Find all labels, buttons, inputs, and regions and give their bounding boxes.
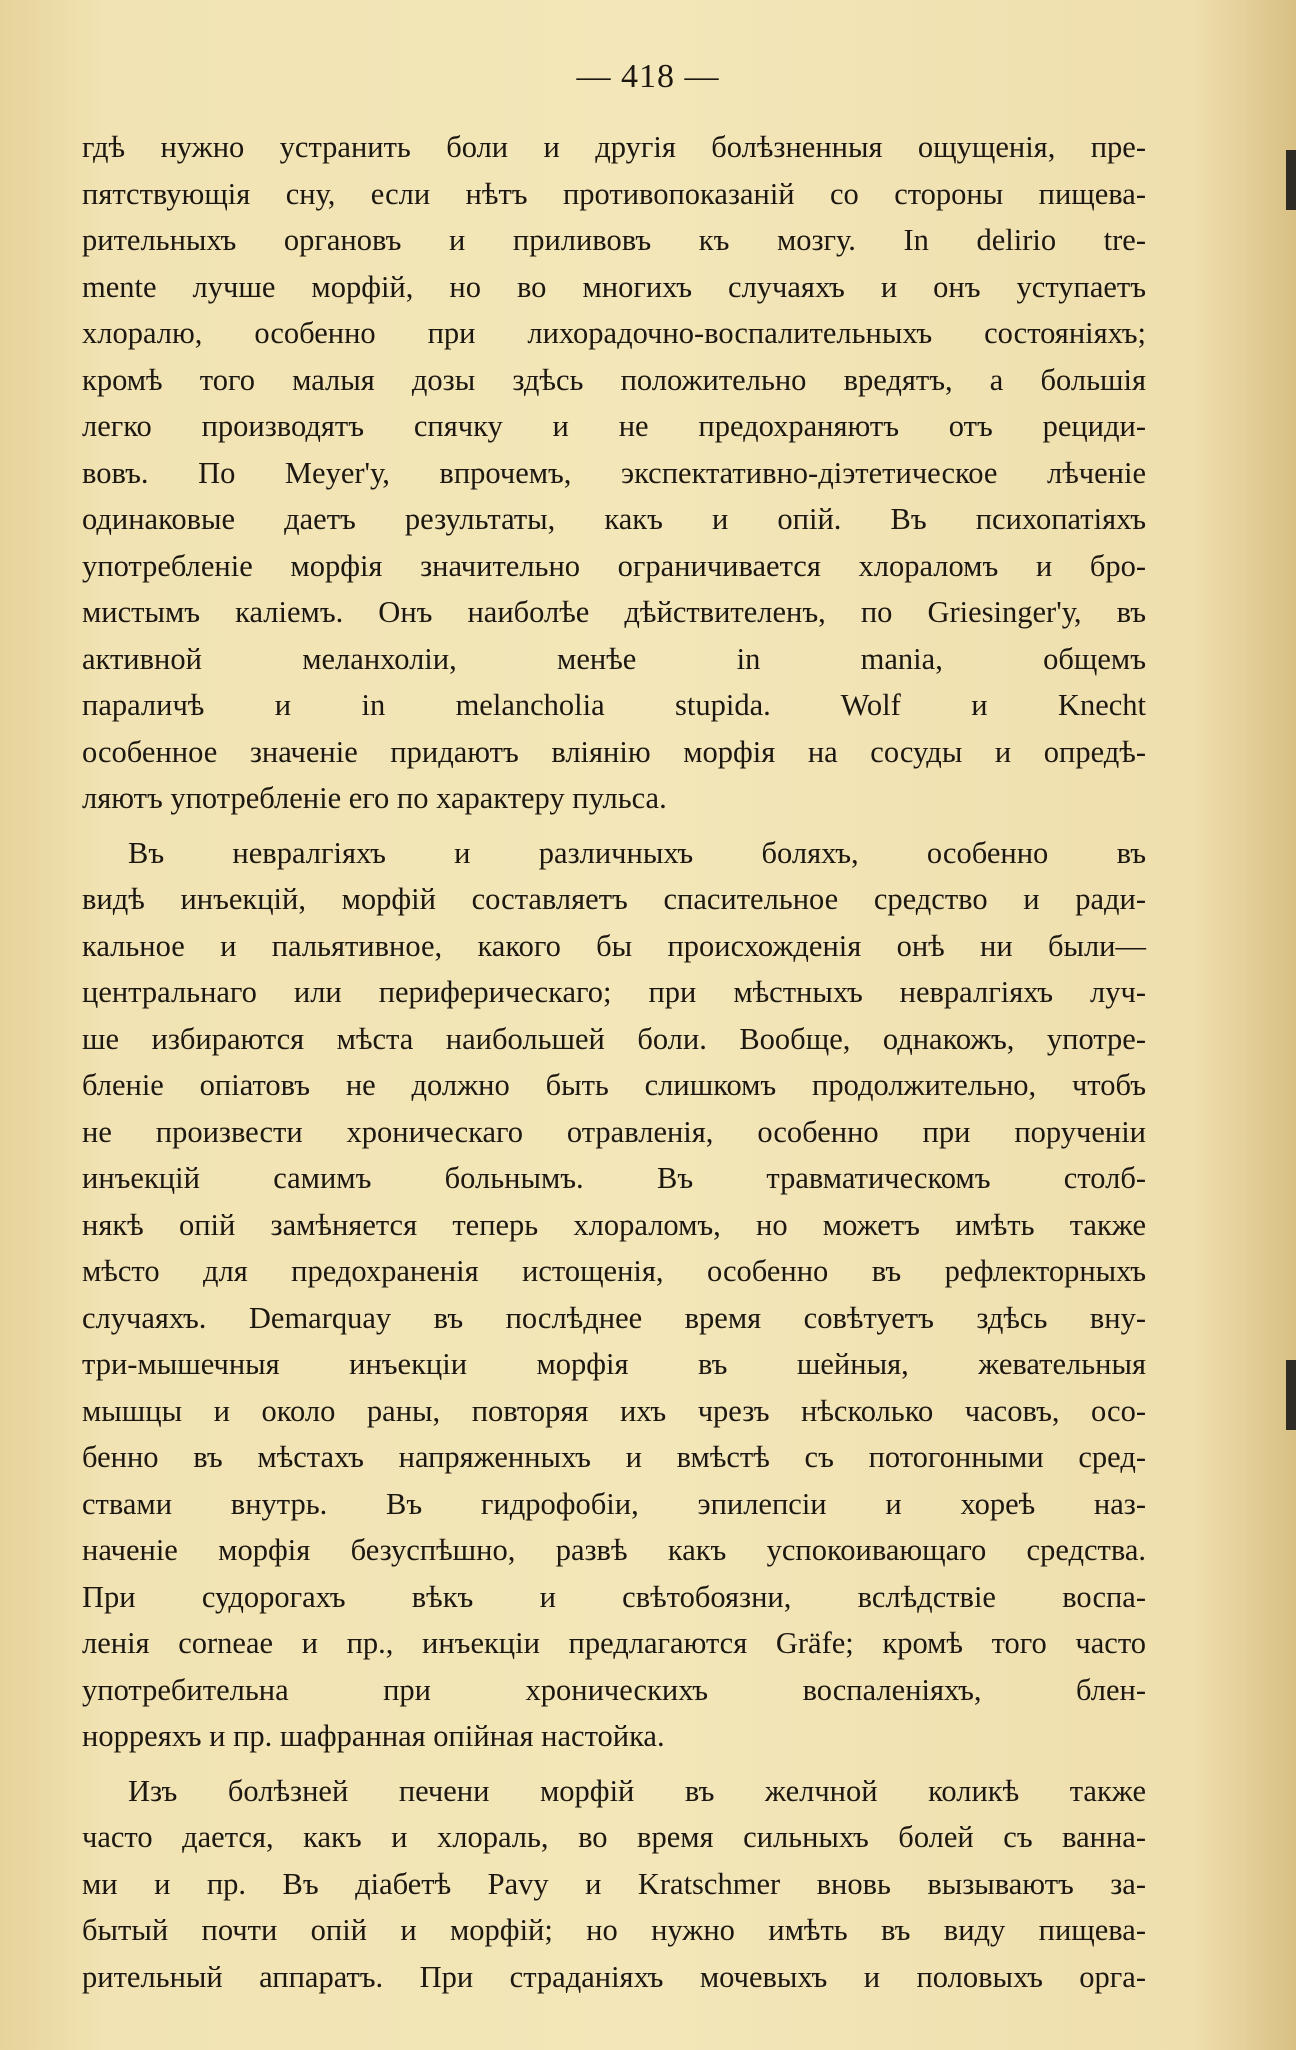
paragraph-1 <box>82 124 1146 822</box>
text-line: употребительна при хроническихъ воспаленіяхъ, блен- <box>82 1672 1146 1707</box>
paragraph-gap <box>82 822 1146 830</box>
body-text <box>82 124 1146 2000</box>
text-line: наченіе морфія безуспѣшно, развѣ какъ успокоивающаго средства. <box>82 1533 1146 1567</box>
text-line: пятствующія сну, если нѣтъ противопоказаній со стороны пищева- <box>82 176 1146 211</box>
binding-edge-mark <box>1286 150 1296 210</box>
text-line: активной меланхоліи, менѣе in mania, общемъ <box>82 641 1146 676</box>
text-line: кальное и пальятивное, какого бы происхожденія онѣ ни были— <box>82 928 1146 963</box>
text-line: някѣ опій замѣняется теперь хлораломъ, но можетъ имѣть также <box>82 1207 1146 1242</box>
text-line: рительный аппаратъ. При страданіяхъ мочевыхъ и половыхъ орга- <box>82 1959 1146 1994</box>
text-line: видѣ инъекцій, морфій составляетъ спасительное средство и ради- <box>82 882 1146 916</box>
text-line: употребленіе морфія значительно ограничивается хлораломъ и бро- <box>82 548 1146 583</box>
text-line: рительныхъ органовъ и приливовъ къ мозгу. In delirio tre- <box>82 223 1146 257</box>
text-line: ленія corneae и пр., инъекціи предлагаются Gräfe; кромѣ того часто <box>82 1626 1146 1660</box>
text-line: ляютъ употребленіе его по характеру пульса. <box>82 781 667 815</box>
text-line: ми и пр. Въ діабетѣ Pavy и Kratschmer вновь вызываютъ за- <box>82 1866 1146 1901</box>
text-line: хлоралю, особенно при лихорадочно-воспалительныхъ состояніяхъ; <box>82 316 1146 350</box>
text-line: три-мышечныя инъекціи морфія въ шейныя, жевательныя <box>82 1347 1146 1381</box>
text-line: бенно въ мѣстахъ напряженныхъ и вмѣстѣ съ потогонными сред- <box>82 1440 1146 1474</box>
text-line: параличѣ и in melancholia stupida. Wolf и Knecht <box>82 688 1146 722</box>
text-line: мѣсто для предохраненія истощенія, особенно въ рефлекторныхъ <box>82 1254 1146 1288</box>
text-line: инъекцій самимъ больнымъ. Въ травматическомъ столб- <box>82 1161 1146 1195</box>
text-line: норреяхъ и пр. шафранная опійная настойка. <box>82 1719 665 1753</box>
paragraph-2 <box>82 830 1146 1760</box>
text-line: При судорогахъ вѣкъ и свѣтобоязни, вслѣдствіе воспа- <box>82 1579 1146 1614</box>
text-line: мышцы и около раны, повторяя ихъ чрезъ нѣсколько часовъ, осо- <box>82 1393 1146 1428</box>
paragraph-3 <box>82 1768 1146 2001</box>
text-line: не произвести хроническаго отравленія, особенно при порученіи <box>82 1114 1146 1149</box>
binding-edge-mark <box>1286 1360 1296 1430</box>
text-line: одинаковые даетъ результаты, какъ и опій. Въ психопатіяхъ <box>82 502 1146 536</box>
text-line: особенное значеніе придаютъ вліянію морфія на сосуды и опредѣ- <box>82 734 1146 769</box>
text-line: бленіе опіатовъ не должно быть слишкомъ продолжительно, чтобъ <box>82 1068 1146 1102</box>
page-number: — 418 — <box>576 58 720 95</box>
text-line: мистымъ каліемъ. Онъ наиболѣе дѣйствителенъ, по Griesinger'у, въ <box>82 595 1146 629</box>
text-line: бытый почти опій и морфій; но нужно имѣть въ виду пищева- <box>82 1913 1146 1947</box>
text-line: ствами внутрь. Въ гидрофобіи, эпилепсіи и хореѣ наз- <box>82 1486 1146 1521</box>
text-line: легко производятъ спячку и не предохраняютъ отъ рециди- <box>82 409 1146 443</box>
paragraph-gap <box>82 1760 1146 1768</box>
text-line: вовъ. По Meyer'у, впрочемъ, экспектативно-діэтетическое лѣченіе <box>82 455 1146 490</box>
text-line: ше избираются мѣста наибольшей боли. Вообще, однакожъ, употре- <box>82 1021 1146 1056</box>
text-line: гдѣ нужно устранить боли и другія болѣзненныя ощущенія, пре- <box>82 130 1146 164</box>
text-line: центральнаго или периферическаго; при мѣстныхъ невралгіяхъ луч- <box>82 975 1146 1009</box>
text-line: Изъ болѣзней печени морфій въ желчной коликѣ также <box>128 1773 1146 1808</box>
text-line: mente лучше морфій, но во многихъ случаяхъ и онъ уступаетъ <box>82 269 1146 304</box>
text-line: часто дается, какъ и хлораль, во время сильныхъ болей съ ванна- <box>82 1820 1146 1854</box>
text-line: случаяхъ. Demarquay въ послѣднее время совѣтуетъ здѣсь вну- <box>82 1300 1146 1335</box>
text-line: Въ невралгіяхъ и различныхъ боляхъ, особенно въ <box>128 835 1146 870</box>
text-line: кромѣ того малыя дозы здѣсь положительно вредятъ, а большія <box>82 362 1146 397</box>
